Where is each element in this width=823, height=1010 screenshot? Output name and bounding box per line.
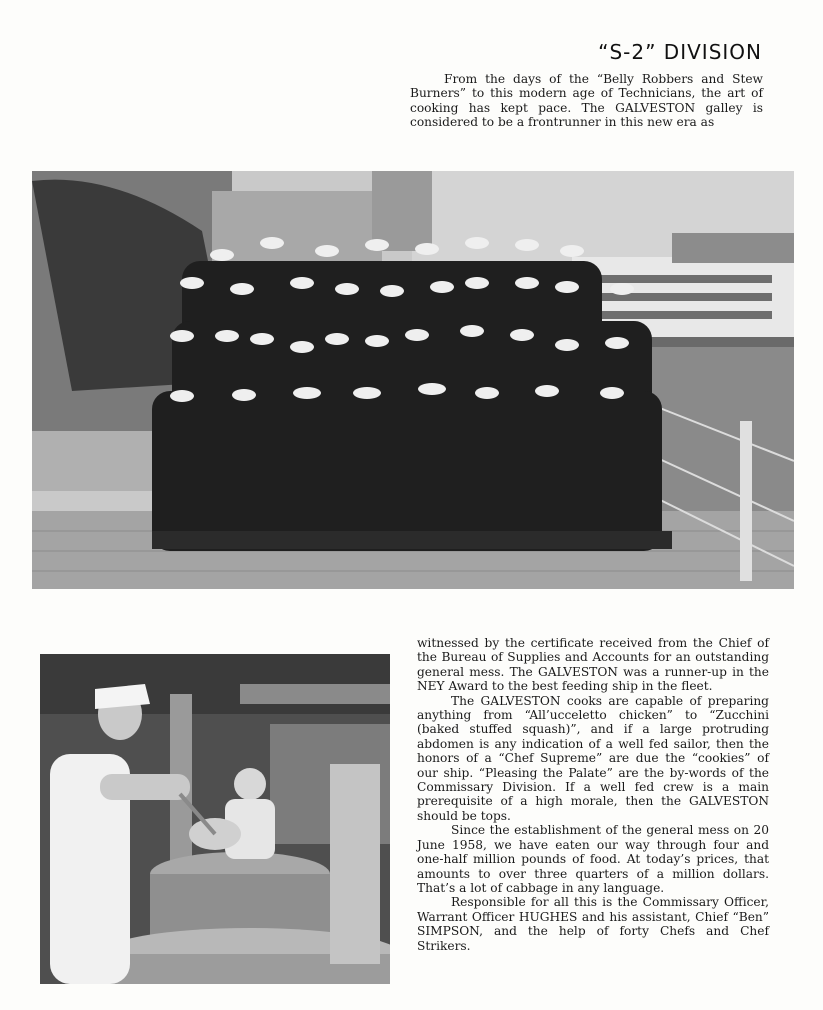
intro-text [410,72,763,130]
body-paragraph: The GALVESTON cooks are capable of preparing anything from “All’ucceletto chicken” to “Zucchini (baked stuffed squash)”, and if a large protruding abdomen is any indication of a well fed sailor, then the honors of a “Chef Supreme” are due the “cookies” of our ship. “Pleasing the Palate” are the by-words of the Commissary Division. If a well fed crew is a main prerequisite of a high morale, then the GALVESTON should be tops. [417,693,769,823]
intro-paragraph: From the days of the “Belly Robbers and Stew Burners” to this modern age of Technicians, the art of cooking has kept pace. The GALVESTON galley is considered to be a frontrunner in this new era as [410,72,763,130]
galley-photo-illustration [40,654,390,984]
article-body [417,636,769,953]
body-paragraph: Responsible for all this is the Commissary Officer, Warrant Officer HUGHES and his assistant, Chief “Ben” SIMPSON, and the help of forty Chefs and Chef Strikers. [417,895,769,953]
galley-cook-photo [40,654,390,984]
group-photo-illustration [32,171,794,589]
division-group-photo [32,171,794,589]
body-paragraph: Since the establishment of the general mess on 20 June 1958, we have eaten our way through four and one-half million pounds of food. At today’s prices, that amounts to over three quarters of a million dollars. That’s a lot of cabbage in any language. [417,823,769,895]
body-paragraph: witnessed by the certificate received from the Chief of the Bureau of Supplies and Accounts for an outstanding general mess. The GALVESTON was a runner-up in the NEY Award to the best feeding ship in the fleet. [417,636,769,694]
page-title: “S-2” DIVISION [598,40,762,64]
